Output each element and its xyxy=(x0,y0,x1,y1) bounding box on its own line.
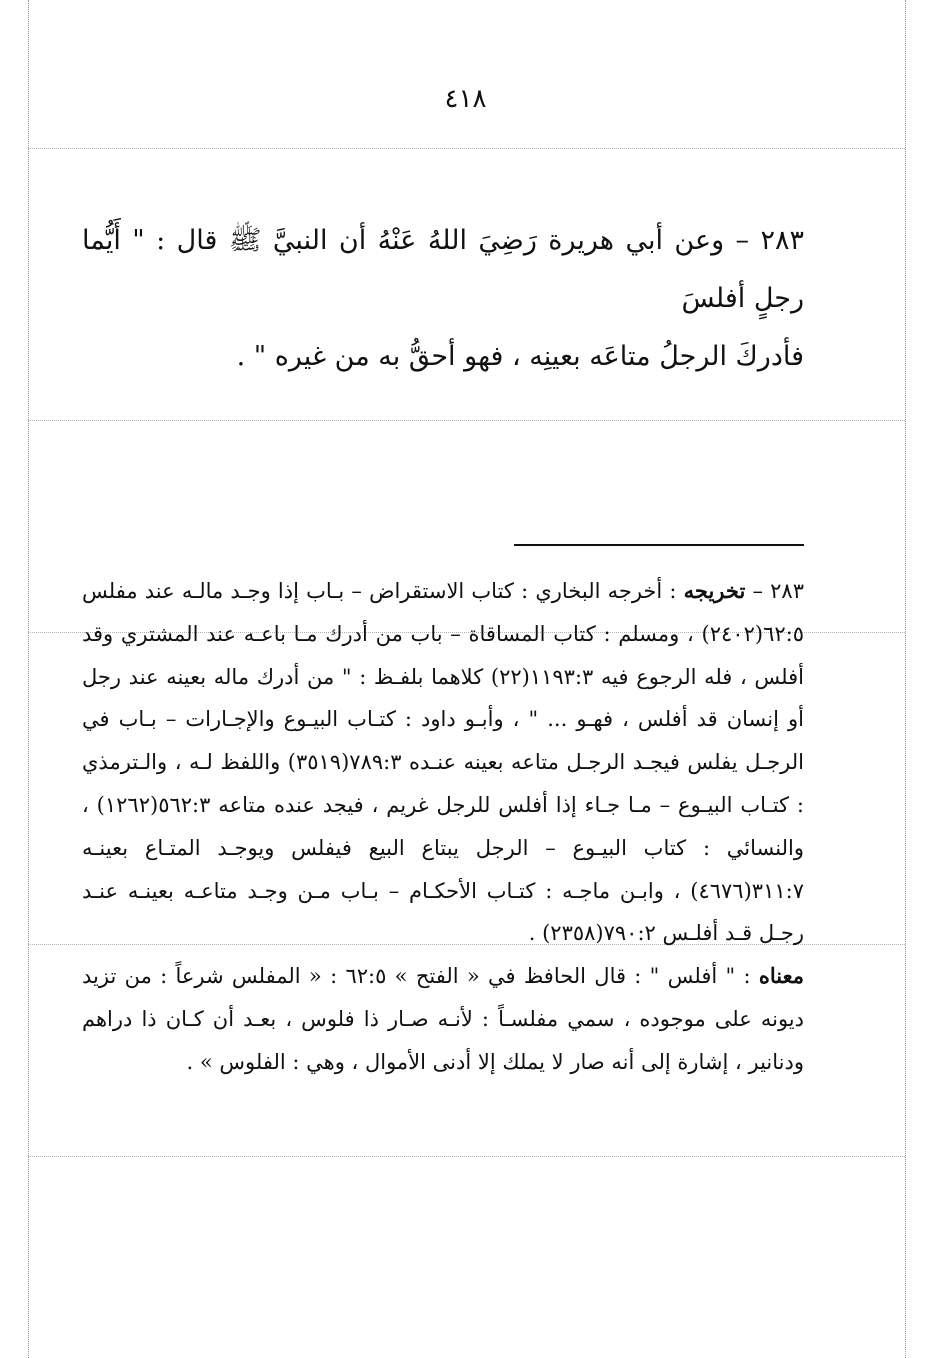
hadith-line-1: ٢٨٣ – وعن أبي هريرة رَضِيَ اللهُ عَنْهُ أن النبيَّ ﷺ قال : " أَيُّما رجلٍ أفلسَ xyxy=(82,225,804,314)
scan-guide xyxy=(28,420,905,421)
footnotes xyxy=(82,570,804,1084)
scan-guide xyxy=(28,148,905,149)
page-number: ٤١٨ xyxy=(444,84,487,114)
scan-guide-right xyxy=(905,0,906,1358)
hadith-line-2: فأدركَ الرجلُ متاعَه بعينِه ، فهو أحقُّ به من غيره " . xyxy=(236,341,804,372)
takhrij-number: ٢٨٣ – xyxy=(752,579,804,603)
takhrij-label: تخريجه xyxy=(683,578,746,603)
meaning-paragraph xyxy=(82,955,804,1083)
hadith-text xyxy=(82,212,804,386)
takhrij-paragraph xyxy=(82,570,804,955)
scan-guide xyxy=(28,1156,905,1157)
meaning-text: : " أفلس " : قال الحافظ في « الفتح » ٦٢:٥ : « المفلس شرعاً : من تزيد ديونه على موجوده ، سمي مفلسـاً : لأنـه صـار ذا فلوس ، بعـد أن كـان ذا دراهم ودنانير ، إشارة إلى أنه صار لا يملك إلا أدنى الأموال ، وهي : الفلوس » . xyxy=(82,964,804,1074)
takhrij-text: : أخرجه البخاري : كتاب الاستقراض – بـاب إذا وجـد مالـه عند مفلس ٦٢:٥(٢٤٠٢) ، ومسلم : كتاب المساقاة – باب من أدرك مـا باعـه عند المشتري وقد أفلس ، فله الرجوع فيه ١١٩٣:٣(٢٢) كلاهما بلفـظ : " من أدرك ماله بعينه عند رجل أو إنسان قد أفلس ، فهـو ... " ، وأبـو داود : كتـاب البيـوع والإجـارات – بـاب في الرجـل يفلس فيجـد الرجـل متاعه بعينه عنـده ٧٨٩:٣(٣٥١٩) واللفظ لـه ، والـترمذي : كتـاب البيـوع – مـا جـاء إذا أفلس للرجل غريم ، فيجد عنده متاعه ٥٦٢:٣(١٢٦٢) ، والنسائي : كتاب البيـوع – الرجل يبتاع البيع فيفلس ويوجـد المتـاع بعينـه ٣١١:٧(٤٦٧٦) ، وابـن ماجـه : كتـاب الأحكـام – بـاب مـن وجـد متاعـه بعينـه عنـد رجـل قـد أفلـس ٧٩٠:٢(٢٣٥٨) . xyxy=(82,579,804,946)
scan-guide-left xyxy=(28,0,29,1358)
footnote-separator xyxy=(514,544,804,546)
meaning-label: معناه xyxy=(758,963,804,989)
